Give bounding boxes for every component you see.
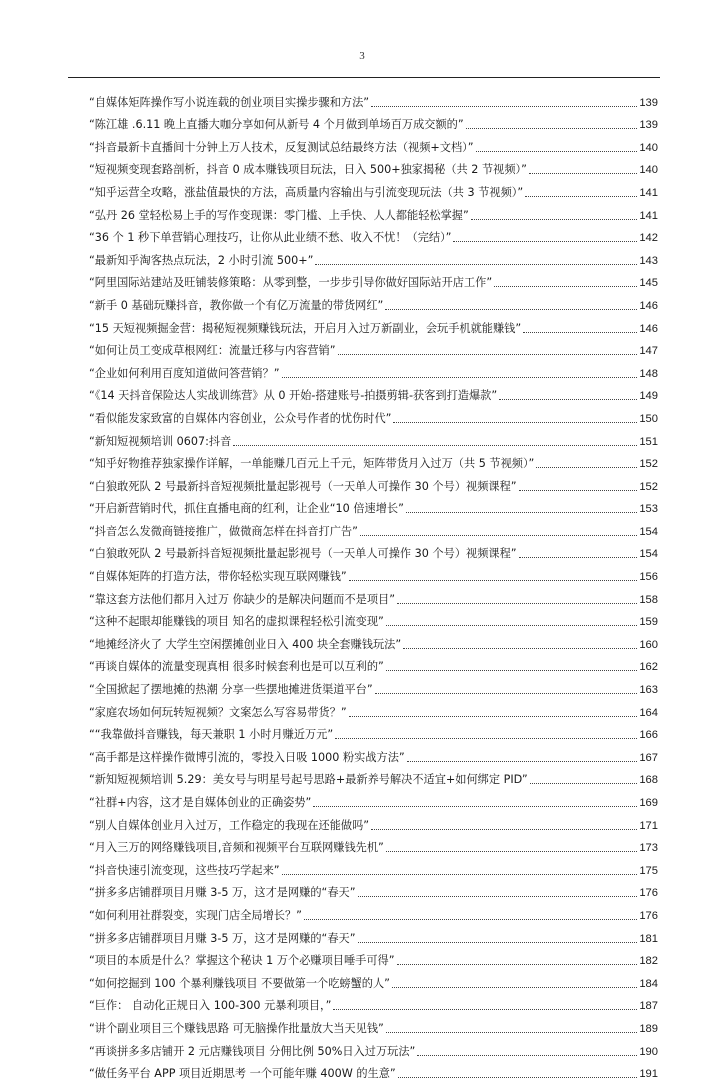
toc-dot-leader	[282, 874, 638, 875]
toc-dot-leader	[282, 377, 638, 378]
toc-entry-title: “抖音怎么发微商链接推广，做微商怎样在抖音打广告”	[89, 524, 358, 538]
toc-entry-title: “拼多多店铺群项目月赚 3-5 万，这才是网赚的“春天”	[89, 931, 356, 945]
toc-entry-title: “36 个 1 秒下单营销心理技巧，让你从此业绩不愁、收入不忧！（完结）”	[89, 231, 452, 245]
toc-dot-leader	[403, 648, 637, 649]
toc-dot-leader	[386, 625, 637, 626]
toc-entry-page-number: 139	[639, 96, 658, 109]
toc-entry-title: “地摊经济火了 大学生空闲摆摊创业日入 400 块全套赚钱玩法”	[89, 637, 402, 651]
toc-dot-leader	[386, 851, 637, 852]
toc-entry-page-number: 160	[639, 638, 658, 651]
toc-entry-page-number: 148	[639, 367, 658, 380]
toc-dot-leader	[386, 670, 637, 671]
toc-entry[interactable]	[89, 855, 658, 878]
toc-entry-title: “看似能发家致富的自媒体内容创业，公众号作者的忧伤时代”	[89, 411, 392, 425]
toc-dot-leader	[349, 716, 638, 717]
toc-dot-leader	[360, 535, 637, 536]
toc-entry[interactable]	[89, 290, 658, 313]
toc-dot-leader	[313, 806, 637, 807]
toc-entry[interactable]	[89, 629, 658, 652]
toc-entry[interactable]	[89, 742, 658, 765]
toc-entry-title: “知乎运营全攻略，涨盐值最快的方法，高质量内容输出与引流变现玩法（共 3 节视频）”	[89, 185, 524, 199]
toc-entry-page-number: 140	[639, 141, 658, 154]
toc-entry-title: “弘丹 26 堂轻松易上手的写作变现课：零门槛、上手快、人人都能轻松掌握”	[89, 208, 469, 222]
toc-entry-page-number: 141	[639, 186, 658, 199]
toc-entry-page-number: 140	[639, 164, 658, 177]
toc-entry[interactable]	[89, 968, 658, 991]
toc-entry-page-number: 152	[639, 458, 658, 471]
toc-entry-title: “如何让员工变成草根网红：流量迁移与内容营销”	[89, 344, 336, 358]
toc-entry[interactable]	[89, 110, 658, 133]
toc-entry[interactable]	[89, 177, 658, 200]
toc-entry[interactable]	[89, 810, 658, 833]
toc-entry[interactable]	[89, 336, 658, 359]
toc-entry-title: “《14 天抖音保险达人实战训练营》从 0 开始-搭建账号-拍摄剪辑-获客到打造爆款”	[89, 389, 498, 403]
toc-entry-title: “月入三万的网络赚钱项目,音频和视频平台互联网赚钱先机”	[89, 841, 384, 855]
toc-entry[interactable]	[89, 607, 658, 630]
table-of-contents	[89, 87, 658, 1081]
toc-entry-title: “自媒体矩阵操作写小说连载的创业项目实操步骤和方法”	[89, 95, 370, 109]
toc-dot-leader	[304, 919, 637, 920]
toc-entry[interactable]	[89, 1013, 658, 1036]
toc-dot-leader	[519, 490, 638, 491]
toc-entry-page-number: 143	[639, 254, 658, 267]
toc-entry-title: “新手 0 基础玩赚抖音，教你做一个有亿万流量的带货网红”	[89, 298, 384, 312]
toc-entry-title: “自媒体矩阵的打造方法，带你轻松实现互联网赚钱”	[89, 570, 347, 584]
toc-entry-page-number: 145	[639, 277, 658, 290]
toc-dot-leader	[494, 286, 637, 287]
toc-entry-title: “抖音快速引流变现，这些技巧学起来”	[89, 863, 280, 877]
toc-entry-title: “做任务平台 APP 项目近期思考 一个可能年赚 400W 的生意”	[89, 1067, 396, 1081]
toc-entry[interactable]	[89, 833, 658, 856]
toc-dot-leader	[499, 399, 637, 400]
toc-entry-page-number: 141	[639, 209, 658, 222]
toc-entry[interactable]	[89, 313, 658, 336]
toc-dot-leader	[407, 761, 638, 762]
toc-dot-leader	[338, 354, 638, 355]
toc-entry[interactable]	[89, 155, 658, 178]
toc-entry-title: “全国掀起了摆地摊的热潮 分享一些摆地摊进货渠道平台”	[89, 683, 373, 697]
toc-entry-page-number: 154	[639, 548, 658, 561]
toc-entry-page-number: 142	[639, 232, 658, 245]
toc-entry-title: ““我靠做抖音赚钱，每天兼职 1 小时月赚近万元”	[89, 728, 334, 742]
toc-entry-title: “拼多多店铺群项目月赚 3-5 万，这才是网赚的“春天”	[89, 886, 356, 900]
toc-dot-leader	[466, 128, 638, 129]
toc-entry-page-number: 176	[639, 887, 658, 900]
toc-dot-leader	[375, 693, 638, 694]
toc-dot-leader	[335, 738, 637, 739]
toc-entry[interactable]	[89, 787, 658, 810]
toc-entry-title: “短视频变现套路剖析，抖音 0 成本赚钱项目玩法，日入 500+独家揭秘（共 2 节视频）”	[89, 163, 527, 177]
toc-entry[interactable]	[89, 449, 658, 472]
toc-entry-title: “如何利用社群裂变，实现门店全局增长？”	[89, 908, 302, 922]
toc-dot-leader	[453, 241, 637, 242]
toc-dot-leader	[315, 264, 637, 265]
toc-dot-leader	[385, 309, 637, 310]
toc-dot-leader	[358, 942, 638, 943]
toc-entry-title: “社群+内容，这才是自媒体创业的正确姿势”	[89, 796, 312, 809]
toc-entry[interactable]	[89, 765, 658, 788]
toc-entry-page-number: 146	[639, 322, 658, 335]
toc-entry[interactable]	[89, 991, 658, 1014]
toc-entry[interactable]	[89, 381, 658, 404]
toc-dot-leader	[386, 1032, 637, 1033]
toc-entry-title: “知乎好物推荐独家操作详解，一单能赚几百元上千元，矩阵带货月入过万（共 5 节视频）”	[89, 457, 535, 471]
toc-entry[interactable]	[89, 426, 658, 449]
toc-dot-leader	[476, 151, 638, 152]
toc-entry[interactable]	[89, 494, 658, 517]
toc-dot-leader	[397, 964, 638, 965]
toc-entry-title: “家庭农场如何玩转短视频？文案怎么写容易带货？”	[89, 705, 347, 719]
toc-entry[interactable]	[89, 584, 658, 607]
toc-entry-title: “抖音最新卡直播间十分钟上万人技术，反复测试总结最终方法（视频+文档）”	[89, 140, 474, 154]
toc-entry-page-number: 176	[639, 909, 658, 922]
toc-dot-leader	[392, 987, 637, 988]
toc-entry[interactable]	[89, 539, 658, 562]
toc-entry-title: “开启新营销时代，抓住直播电商的红利，让企业“10 倍速增长”	[89, 502, 404, 516]
toc-dot-leader	[406, 512, 637, 513]
toc-entry[interactable]	[89, 1036, 658, 1059]
toc-entry-page-number: 153	[639, 503, 658, 516]
toc-entry-title: “如何挖掘到 100 个暴利赚钱项目 不要做第一个吃螃蟹的人”	[89, 976, 390, 990]
toc-entry[interactable]	[89, 132, 658, 155]
toc-dot-leader	[371, 829, 637, 830]
toc-dot-leader	[333, 1009, 637, 1010]
toc-entry-title: “别人自媒体创业月入过万，工作稳定的我现在还能做吗”	[89, 818, 370, 832]
toc-entry-title: “白狼敢死队 2 号最新抖音短视频批量起影视号（一天单人可操作 30 个号）视频课程”	[89, 479, 517, 493]
toc-entry-title: “再谈自媒体的流量变现真相 很多时候套利也是可以互利的”	[89, 660, 384, 674]
toc-entry-page-number: 184	[639, 977, 658, 990]
toc-entry-page-number: 163	[639, 684, 658, 697]
toc-dot-leader	[397, 603, 637, 604]
toc-entry-title: “阿里国际站建站及旺铺装修策略：从零到整，一步步引导你做好国际站开店工作”	[89, 276, 493, 290]
toc-dot-leader	[393, 422, 637, 423]
toc-entry-page-number: 166	[639, 729, 658, 742]
toc-entry[interactable]	[89, 87, 658, 110]
toc-dot-leader	[536, 467, 637, 468]
toc-entry[interactable]	[89, 1059, 658, 1081]
toc-dot-leader	[529, 173, 637, 174]
toc-dot-leader	[371, 106, 637, 107]
toc-entry[interactable]	[89, 223, 658, 246]
toc-dot-leader	[417, 1055, 637, 1056]
toc-entry-page-number: 164	[639, 706, 658, 719]
toc-entry-page-number: 187	[639, 1000, 658, 1013]
toc-dot-leader	[471, 219, 638, 220]
toc-entry-page-number: 158	[639, 593, 658, 606]
toc-entry-page-number: 156	[639, 571, 658, 584]
toc-dot-leader	[525, 196, 637, 197]
toc-entry-title: “讲个副业项目三个赚钱思路 可无脑操作批量放大当天见钱”	[89, 1021, 384, 1035]
toc-entry-page-number: 150	[639, 412, 658, 425]
toc-entry-title: “陈江雄 .6.11 晚上直播大咖分享如何从新号 4 个月做到单场百万成交额的”	[89, 118, 464, 132]
toc-entry-title: “这种不起眼却能赚钱的项目 知名的虚拟课程轻松引流变现”	[89, 615, 384, 629]
toc-dot-leader	[530, 783, 638, 784]
toc-entry[interactable]	[89, 245, 658, 268]
header-rule	[68, 77, 660, 78]
toc-entry-page-number: 159	[639, 616, 658, 629]
toc-dot-leader	[398, 1077, 638, 1078]
toc-dot-leader	[358, 896, 638, 897]
toc-entry-title: “新知短视频培训 0607:抖音	[89, 434, 232, 448]
toc-entry[interactable]	[89, 268, 658, 291]
toc-entry-page-number: 162	[639, 661, 658, 674]
toc-entry-page-number: 169	[639, 797, 658, 809]
toc-entry-page-number: 181	[639, 932, 658, 945]
toc-entry-page-number: 151	[639, 435, 658, 448]
toc-entry-page-number: 189	[639, 1022, 658, 1035]
toc-entry[interactable]	[89, 900, 658, 923]
toc-entry-page-number: 168	[639, 774, 658, 787]
toc-entry[interactable]	[89, 720, 658, 743]
toc-entry-page-number: 182	[639, 955, 658, 968]
toc-entry[interactable]	[89, 403, 658, 426]
toc-entry-page-number: 149	[639, 390, 658, 403]
toc-entry-page-number: 146	[639, 299, 658, 312]
toc-dot-leader	[233, 445, 637, 446]
toc-entry-title: “15 天短视频掘金营：揭秘短视频赚钱玩法，开启月入过万新副业，会玩手机就能赚钱”	[89, 321, 522, 335]
toc-entry[interactable]	[89, 697, 658, 720]
toc-entry-page-number: 175	[639, 864, 658, 877]
toc-entry-title: “再谈拼多多店铺开 2 元店赚钱项目 分佣比例 50%日入过万玩法”	[89, 1044, 416, 1058]
toc-entry-title: “项目的本质是什么？掌握这个秘诀 1 万个必赚项目唾手可得”	[89, 954, 395, 968]
toc-entry-page-number: 139	[639, 119, 658, 132]
toc-entry[interactable]	[89, 946, 658, 969]
toc-entry-page-number: 171	[639, 819, 658, 832]
toc-entry[interactable]	[89, 923, 658, 946]
toc-entry-page-number: 167	[639, 751, 658, 764]
toc-entry-title: “高手都是这样操作微博引流的，零投入日吸 1000 粉实战方法”	[89, 750, 405, 764]
toc-entry-title: “企业如何利用百度知道做问答营销？”	[89, 366, 280, 380]
page-number: 3	[359, 50, 365, 62]
toc-entry[interactable]	[89, 358, 658, 381]
toc-entry[interactable]	[89, 674, 658, 697]
toc-entry-page-number: 190	[639, 1045, 658, 1058]
toc-dot-leader	[519, 557, 638, 558]
toc-entry-title: “白狼敢死队 2 号最新抖音短视频批量起影视号（一天单人可操作 30 个号）视频课程”	[89, 547, 517, 561]
toc-entry-page-number: 191	[639, 1068, 658, 1081]
toc-entry-title: “靠这套方法他们都月入过万 你缺少的是解决问题而不是项目”	[89, 592, 396, 606]
toc-entry[interactable]	[89, 516, 658, 539]
toc-entry-page-number: 154	[639, 525, 658, 538]
toc-entry-page-number: 173	[639, 842, 658, 855]
toc-entry[interactable]	[89, 878, 658, 901]
toc-entry[interactable]	[89, 652, 658, 675]
toc-entry[interactable]	[89, 471, 658, 494]
toc-entry-title: “新知短视频培训 5.29：美女号与明星号起号思路+最新养号解决不适宜+如何绑定 PID”	[89, 773, 528, 787]
toc-entry[interactable]	[89, 200, 658, 223]
toc-entry[interactable]	[89, 561, 658, 584]
toc-entry-page-number: 152	[639, 480, 658, 493]
toc-entry-page-number: 147	[639, 345, 658, 358]
toc-dot-leader	[523, 332, 637, 333]
toc-entry-title: “最新知乎淘客热点玩法，2 小时引流 500+”	[89, 253, 314, 267]
toc-entry-title: “巨作： 自动化正规日入 100-300 元暴利项目，”	[89, 999, 332, 1013]
toc-dot-leader	[349, 580, 638, 581]
